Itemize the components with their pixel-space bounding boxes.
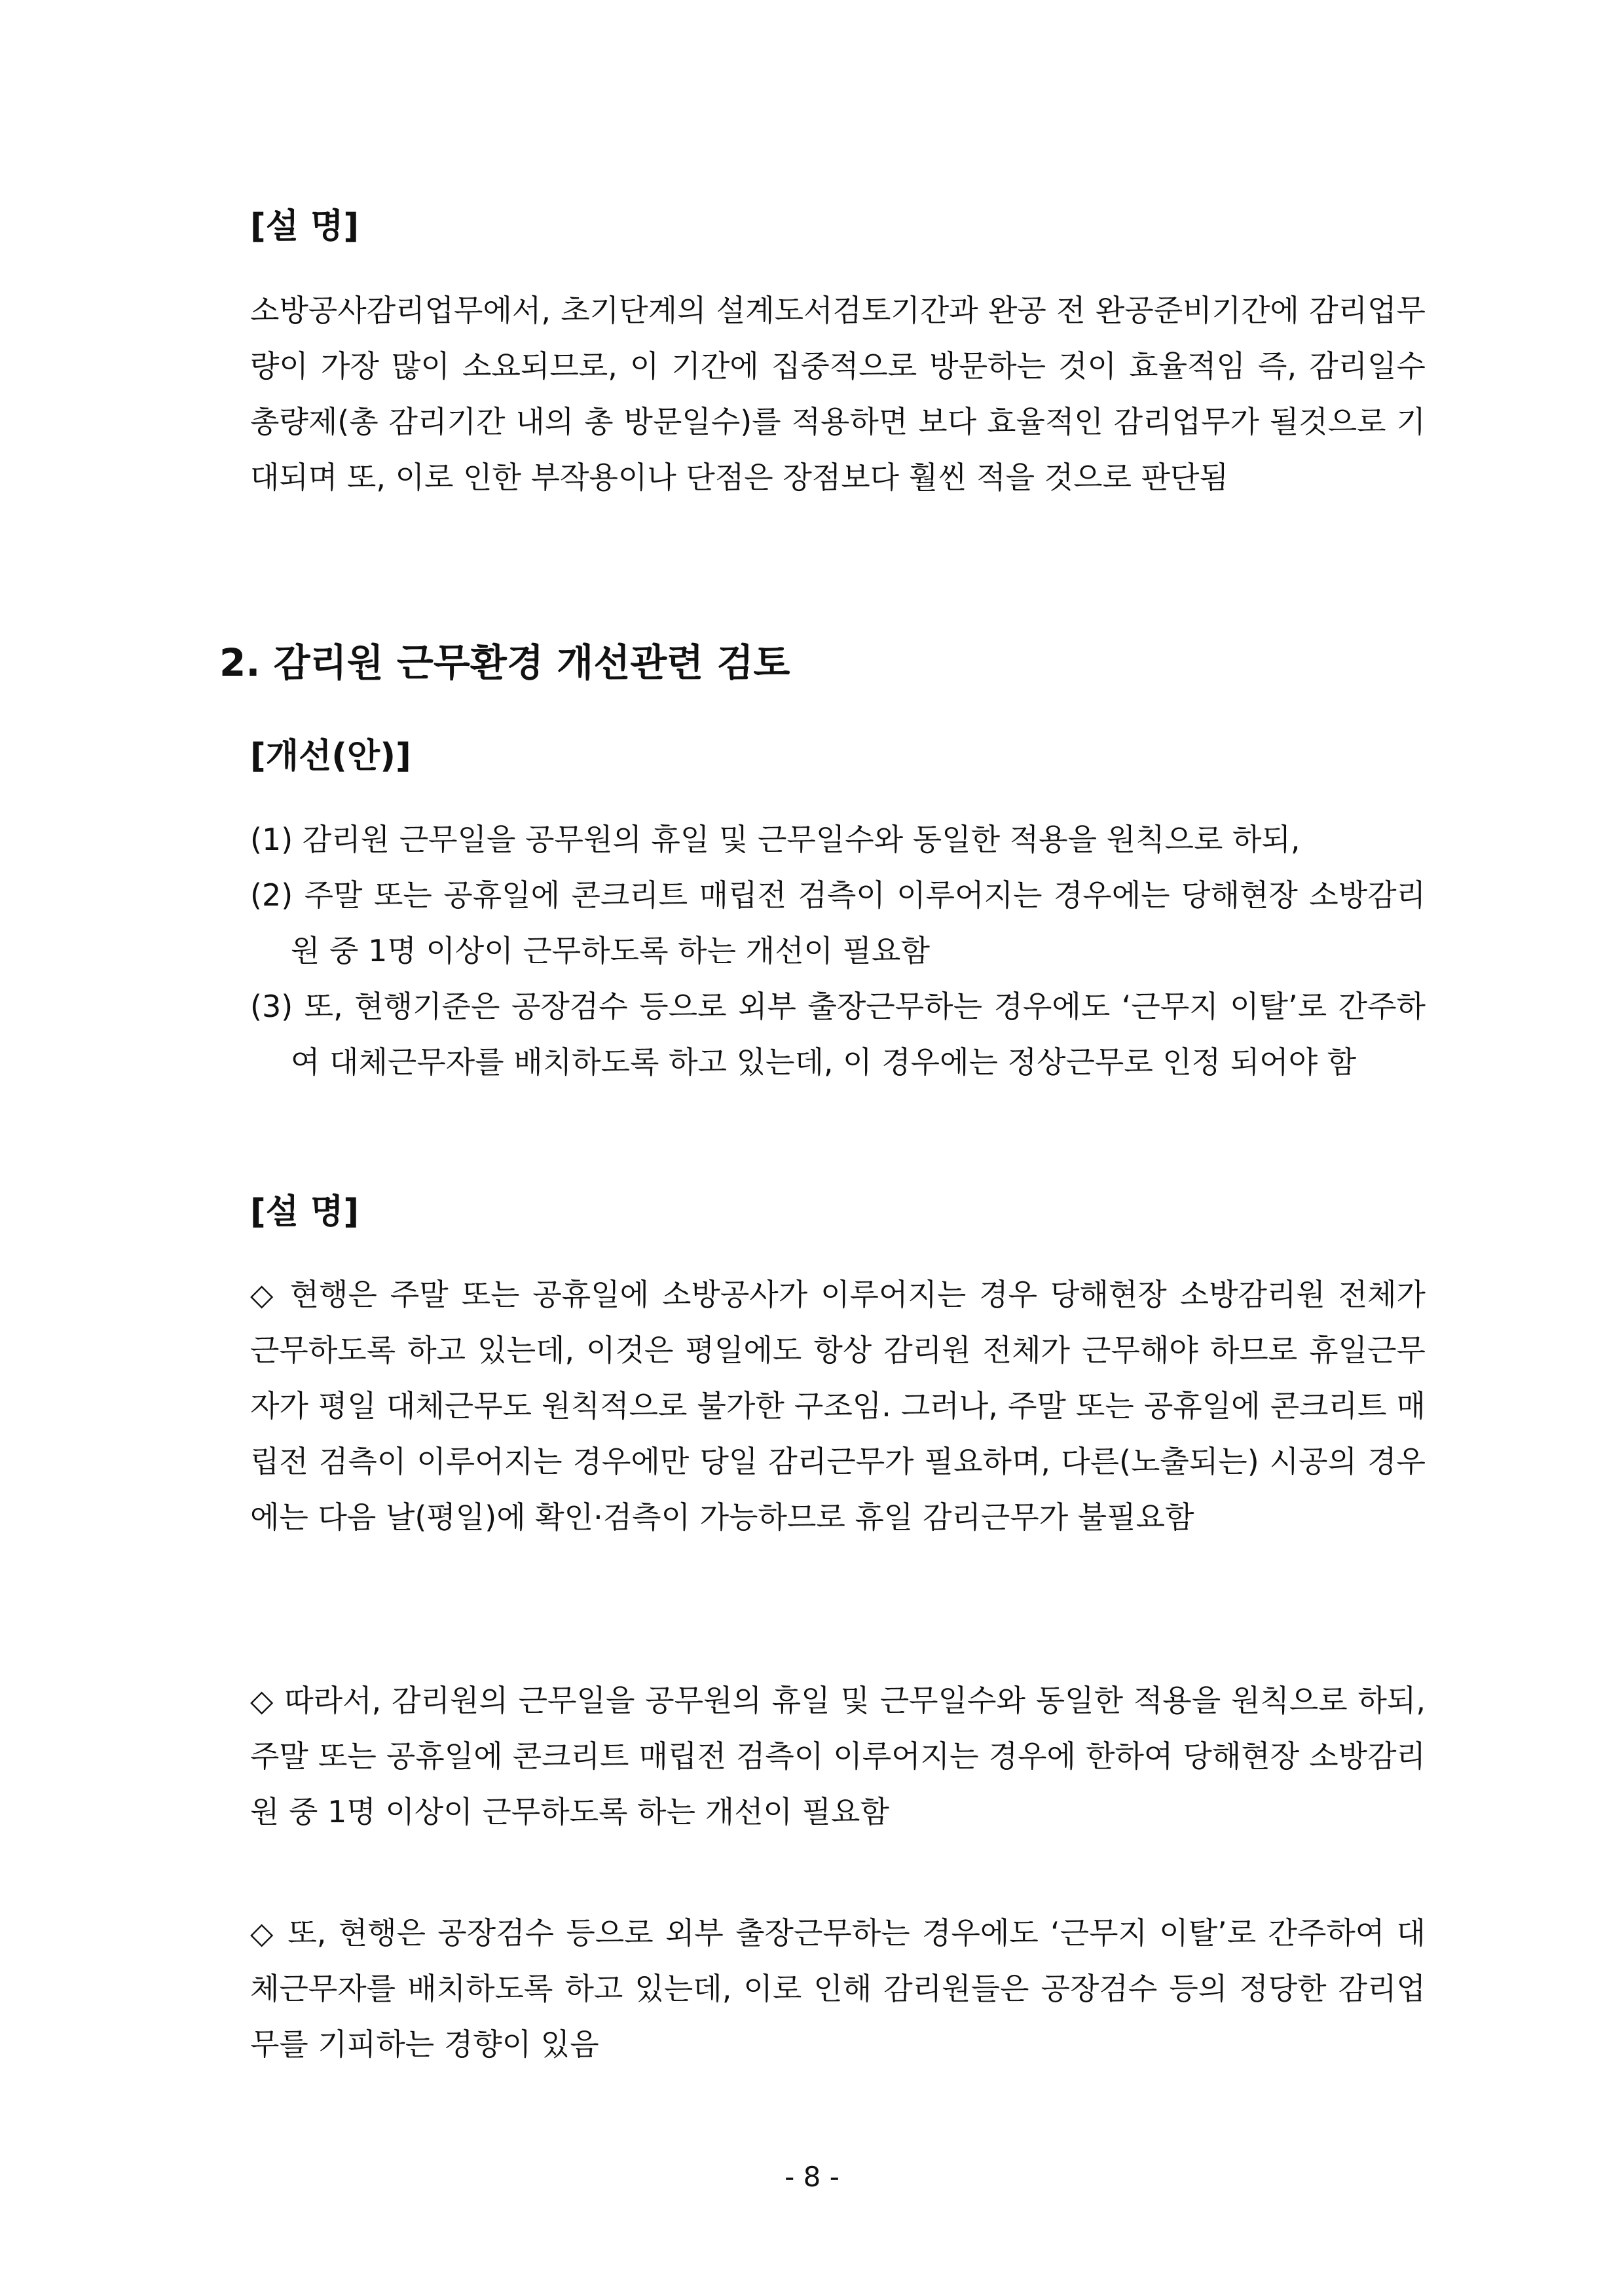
explanation-paragraph-1: 소방공사감리업무에서, 초기단계의 설계도서검토기간과 완공 전 완공준비기간에 감리업무량이 가장 많이 소요되므로, 이 기간에 집중적으로 방문하는 것이 효율적임 즉, 감리일수 총량제(총 감리기간 내의 총 방문일수)를 적용하면 보다 효율적인 감리업무가 될것으로 기대되며 또, 이로 인한 부작용이나 단점은 장점보다 훨씬 적을 것으로 판단됨 (250, 293, 1426, 495)
improvement-item-3: (3) 또, 현행기준은 공장검수 등으로 외부 출장근무하는 경우에도 ‘근무지 이탈’로 간주하여 대체근무자를 배치하도록 하고 있는데, 이 경우에는 정상근무로 인정 되어야 함 (250, 989, 1426, 1080)
improvement-item-2: (2) 주말 또는 공휴일에 콘크리트 매립전 검측이 이루어지는 경우에는 당해현장 소방감리원 중 1명 이상이 근무하도록 하는 개선이 필요함 (250, 877, 1426, 968)
improvement-list (250, 812, 1426, 1090)
page-number: - 8 - (784, 2161, 840, 2193)
explanation-paragraph-2: ◇ 현행은 주말 또는 공휴일에 소방공사가 이루어지는 경우 당해현장 소방감리원 전체가 근무하도록 하고 있는데, 이것은 평일에도 항상 감리원 전체가 근무해야 하므로 휴일근무자가 평일 대체근무도 원칙적으로 불가한 구조임. 그러나, 주말 또는 공휴일에 콘크리트 매립전 검측이 이루어지는 경우에만 당일 감리근무가 필요하며, 다른(노출되는) 시공의 경우에는 다음 날(평일)에 확인·검측이 가능하므로 휴일 감리근무가 불필요함 (250, 1277, 1426, 1535)
explanation-heading-2: [설 명] (250, 1192, 360, 1232)
improvement-item-1: (1) 감리원 근무일을 공무원의 휴일 및 근무일수와 동일한 적용을 원칙으로 하되, (250, 822, 1301, 857)
explanation-paragraph-4: ◇ 또, 현행은 공장검수 등으로 외부 출장근무하는 경우에도 ‘근무지 이탈’로 간주하여 대체근무자를 배치하도록 하고 있는데, 이로 인해 감리원들은 공장검수 등의 정당한 감리업무를 기피하는 경향이 있음 (250, 1915, 1426, 2062)
section-title: 2. 감리원 근무환경 개선관련 검토 (219, 640, 790, 685)
improvement-heading: [개선(안)] (250, 737, 411, 776)
explanation-heading-1: [설 명] (250, 207, 360, 246)
explanation-paragraph-3: ◇ 따라서, 감리원의 근무일을 공무원의 휴일 및 근무일수와 동일한 적용을 원칙으로 하되, 주말 또는 공휴일에 콘크리트 매립전 검측이 이루어지는 경우에 한하여 당해현장 소방감리원 중 1명 이상이 근무하도록 하는 개선이 필요함 (250, 1683, 1426, 1829)
